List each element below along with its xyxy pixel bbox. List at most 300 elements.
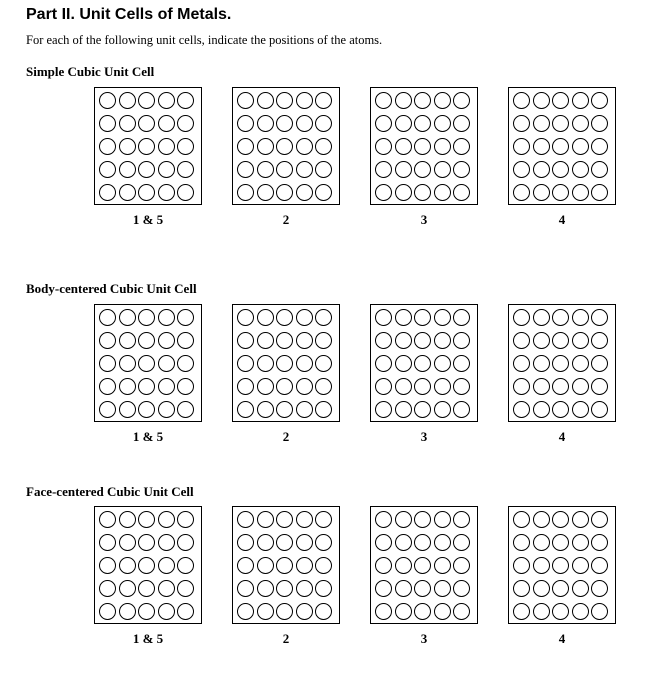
atom-position-circle [315, 309, 332, 326]
atom-position-circle [237, 138, 254, 155]
atom-position-circle [395, 378, 412, 395]
atom-position-circle [158, 184, 175, 201]
atom-grid [375, 511, 470, 620]
atom-position-circle [533, 603, 550, 620]
atom-position-circle [119, 161, 136, 178]
atom-position-circle [315, 378, 332, 395]
atom-position-circle [552, 92, 569, 109]
cell-label: 4 [558, 429, 566, 444]
atom-position-circle [138, 184, 155, 201]
atom-position-circle [591, 184, 608, 201]
atom-position-circle [513, 401, 530, 418]
atom-grid [99, 511, 194, 620]
atom-grid [237, 511, 332, 620]
atom-position-circle [237, 534, 254, 551]
atom-position-circle [572, 580, 589, 597]
atom-position-circle [257, 603, 274, 620]
atom-position-circle [513, 138, 530, 155]
cell-label: 1 & 5 [132, 631, 164, 646]
atom-position-circle [434, 161, 451, 178]
atom-position-circle [533, 332, 550, 349]
atom-position-circle [533, 378, 550, 395]
atom-position-circle [591, 355, 608, 372]
atom-position-circle [237, 378, 254, 395]
atom-position-circle [276, 332, 293, 349]
atom-position-circle [552, 534, 569, 551]
atom-position-circle [296, 115, 313, 132]
atom-grid [99, 92, 194, 201]
atom-position-circle [591, 378, 608, 395]
cell-label: 1 & 5 [132, 429, 164, 444]
atom-position-circle [513, 115, 530, 132]
atom-position-circle [158, 115, 175, 132]
atom-position-circle [237, 184, 254, 201]
atom-position-circle [99, 184, 116, 201]
atom-position-circle [414, 355, 431, 372]
atom-position-circle [257, 580, 274, 597]
atom-position-circle [237, 309, 254, 326]
atom-position-circle [453, 92, 470, 109]
atom-position-circle [414, 557, 431, 574]
atom-position-circle [237, 161, 254, 178]
atom-position-circle [257, 184, 274, 201]
unit-cell-box [94, 304, 202, 422]
atom-position-circle [453, 309, 470, 326]
atom-position-circle [177, 355, 194, 372]
atom-position-circle [572, 332, 589, 349]
atom-position-circle [552, 580, 569, 597]
atom-position-circle [257, 138, 274, 155]
atom-position-circle [296, 309, 313, 326]
atom-position-circle [296, 401, 313, 418]
atom-position-circle [434, 580, 451, 597]
atom-position-circle [395, 115, 412, 132]
atom-position-circle [414, 511, 431, 528]
atom-position-circle [395, 511, 412, 528]
atom-position-circle [414, 603, 431, 620]
atom-position-circle [158, 580, 175, 597]
atom-position-circle [237, 115, 254, 132]
atom-position-circle [375, 378, 392, 395]
atom-position-circle [552, 603, 569, 620]
atom-position-circle [395, 603, 412, 620]
atom-position-circle [315, 184, 332, 201]
atom-position-circle [138, 138, 155, 155]
atom-position-circle [315, 511, 332, 528]
atom-position-circle [257, 355, 274, 372]
atom-position-circle [158, 92, 175, 109]
atom-grid [375, 309, 470, 418]
atom-position-circle [158, 161, 175, 178]
atom-position-circle [276, 309, 293, 326]
atom-position-circle [99, 309, 116, 326]
atom-position-circle [533, 511, 550, 528]
atom-position-circle [533, 580, 550, 597]
atom-position-circle [177, 161, 194, 178]
atom-position-circle [513, 511, 530, 528]
atom-position-circle [434, 332, 451, 349]
atom-position-circle [158, 401, 175, 418]
atom-position-circle [434, 355, 451, 372]
atom-position-circle [533, 355, 550, 372]
atom-position-circle [434, 138, 451, 155]
atom-position-circle [434, 603, 451, 620]
cell-label: 4 [558, 212, 566, 227]
atom-position-circle [296, 534, 313, 551]
atom-position-circle [395, 161, 412, 178]
atom-position-circle [434, 401, 451, 418]
atom-position-circle [158, 603, 175, 620]
atom-position-circle [177, 534, 194, 551]
atom-position-circle [237, 332, 254, 349]
atom-position-circle [296, 161, 313, 178]
atom-position-circle [591, 557, 608, 574]
atom-position-circle [395, 401, 412, 418]
atom-grid [237, 92, 332, 201]
atom-position-circle [138, 378, 155, 395]
atom-position-circle [414, 378, 431, 395]
atom-position-circle [99, 511, 116, 528]
atom-position-circle [138, 603, 155, 620]
atom-position-circle [375, 332, 392, 349]
atom-position-circle [395, 332, 412, 349]
atom-position-circle [99, 115, 116, 132]
atom-position-circle [434, 184, 451, 201]
atom-position-circle [237, 603, 254, 620]
atom-position-circle [99, 355, 116, 372]
cell-label: 2 [282, 631, 290, 646]
atom-position-circle [257, 332, 274, 349]
atom-position-circle [572, 534, 589, 551]
atom-position-circle [138, 309, 155, 326]
atom-position-circle [414, 184, 431, 201]
atom-position-circle [276, 580, 293, 597]
atom-position-circle [453, 603, 470, 620]
atom-position-circle [119, 92, 136, 109]
atom-position-circle [552, 309, 569, 326]
atom-position-circle [138, 161, 155, 178]
unit-cell-box [232, 304, 340, 422]
atom-position-circle [375, 355, 392, 372]
atom-position-circle [158, 138, 175, 155]
atom-position-circle [138, 534, 155, 551]
cell-label: 4 [558, 631, 566, 646]
section-heading-body-centered-cubic: Body-centered Cubic Unit Cell [26, 281, 197, 296]
atom-position-circle [513, 378, 530, 395]
atom-position-circle [315, 92, 332, 109]
atom-position-circle [414, 161, 431, 178]
atom-position-circle [453, 355, 470, 372]
atom-position-circle [453, 378, 470, 395]
atom-position-circle [119, 401, 136, 418]
atom-position-circle [257, 92, 274, 109]
atom-position-circle [453, 184, 470, 201]
atom-position-circle [552, 184, 569, 201]
atom-position-circle [395, 309, 412, 326]
atom-grid [513, 511, 608, 620]
atom-position-circle [552, 511, 569, 528]
atom-position-circle [315, 355, 332, 372]
atom-position-circle [375, 92, 392, 109]
atom-position-circle [296, 332, 313, 349]
atom-position-circle [99, 378, 116, 395]
atom-position-circle [434, 309, 451, 326]
atom-position-circle [572, 161, 589, 178]
atom-position-circle [276, 557, 293, 574]
atom-position-circle [552, 161, 569, 178]
section-heading-face-centered-cubic: Face-centered Cubic Unit Cell [26, 484, 194, 499]
atom-position-circle [552, 332, 569, 349]
unit-cell-box [370, 506, 478, 624]
atom-position-circle [138, 511, 155, 528]
atom-position-circle [158, 534, 175, 551]
atom-position-circle [453, 557, 470, 574]
atom-position-circle [119, 355, 136, 372]
atom-position-circle [375, 603, 392, 620]
atom-position-circle [177, 557, 194, 574]
atom-position-circle [414, 309, 431, 326]
cell-label: 1 & 5 [132, 212, 164, 227]
atom-position-circle [591, 534, 608, 551]
atom-position-circle [414, 115, 431, 132]
atom-position-circle [177, 184, 194, 201]
atom-position-circle [375, 309, 392, 326]
atom-position-circle [177, 138, 194, 155]
atom-position-circle [296, 184, 313, 201]
unit-cell-box [508, 87, 616, 205]
atom-position-circle [99, 138, 116, 155]
atom-position-circle [315, 332, 332, 349]
atom-position-circle [533, 138, 550, 155]
atom-position-circle [513, 534, 530, 551]
atom-position-circle [138, 401, 155, 418]
atom-position-circle [453, 401, 470, 418]
atom-grid [237, 309, 332, 418]
atom-position-circle [572, 309, 589, 326]
atom-position-circle [257, 115, 274, 132]
atom-position-circle [315, 138, 332, 155]
atom-position-circle [276, 378, 293, 395]
atom-position-circle [513, 355, 530, 372]
atom-position-circle [375, 115, 392, 132]
atom-position-circle [395, 355, 412, 372]
atom-position-circle [591, 92, 608, 109]
cell-label: 3 [420, 429, 428, 444]
atom-position-circle [533, 309, 550, 326]
atom-position-circle [375, 138, 392, 155]
atom-position-circle [276, 534, 293, 551]
atom-position-circle [375, 511, 392, 528]
atom-position-circle [177, 309, 194, 326]
atom-position-circle [533, 534, 550, 551]
atom-position-circle [552, 115, 569, 132]
atom-position-circle [395, 557, 412, 574]
atom-position-circle [395, 580, 412, 597]
atom-position-circle [158, 511, 175, 528]
atom-position-circle [257, 309, 274, 326]
atom-position-circle [119, 511, 136, 528]
atom-position-circle [591, 332, 608, 349]
atom-position-circle [119, 115, 136, 132]
atom-position-circle [296, 355, 313, 372]
unit-cell-box [370, 87, 478, 205]
atom-position-circle [99, 580, 116, 597]
atom-position-circle [533, 115, 550, 132]
atom-position-circle [375, 534, 392, 551]
atom-position-circle [119, 138, 136, 155]
atom-position-circle [453, 511, 470, 528]
atom-position-circle [177, 511, 194, 528]
atom-position-circle [296, 138, 313, 155]
atom-position-circle [257, 511, 274, 528]
atom-position-circle [158, 378, 175, 395]
atom-position-circle [99, 603, 116, 620]
atom-position-circle [434, 534, 451, 551]
atom-position-circle [99, 92, 116, 109]
atom-position-circle [296, 511, 313, 528]
unit-cell-box [508, 304, 616, 422]
atom-position-circle [552, 138, 569, 155]
atom-position-circle [414, 138, 431, 155]
atom-position-circle [315, 557, 332, 574]
atom-position-circle [119, 580, 136, 597]
atom-grid [99, 309, 194, 418]
atom-position-circle [533, 184, 550, 201]
atom-position-circle [572, 92, 589, 109]
atom-position-circle [138, 332, 155, 349]
atom-position-circle [276, 115, 293, 132]
cell-label: 2 [282, 212, 290, 227]
atom-position-circle [119, 603, 136, 620]
atom-position-circle [315, 580, 332, 597]
atom-position-circle [434, 115, 451, 132]
atom-position-circle [99, 534, 116, 551]
atom-position-circle [395, 92, 412, 109]
atom-position-circle [177, 603, 194, 620]
atom-position-circle [276, 138, 293, 155]
unit-cell-box [94, 506, 202, 624]
cell-label: 3 [420, 212, 428, 227]
atom-position-circle [99, 332, 116, 349]
atom-position-circle [414, 332, 431, 349]
atom-position-circle [513, 580, 530, 597]
atom-position-circle [138, 92, 155, 109]
atom-position-circle [138, 557, 155, 574]
atom-position-circle [296, 92, 313, 109]
atom-position-circle [513, 184, 530, 201]
atom-position-circle [315, 534, 332, 551]
atom-position-circle [375, 580, 392, 597]
atom-position-circle [158, 332, 175, 349]
atom-position-circle [453, 332, 470, 349]
atom-position-circle [434, 378, 451, 395]
atom-position-circle [257, 378, 274, 395]
atom-position-circle [513, 161, 530, 178]
unit-cell-box [370, 304, 478, 422]
atom-position-circle [138, 580, 155, 597]
atom-position-circle [276, 401, 293, 418]
atom-position-circle [177, 92, 194, 109]
atom-position-circle [119, 534, 136, 551]
atom-position-circle [276, 355, 293, 372]
atom-position-circle [533, 161, 550, 178]
instructions-text: For each of the following unit cells, indicate the positions of the atoms. [26, 33, 383, 47]
atom-position-circle [158, 309, 175, 326]
atom-position-circle [177, 115, 194, 132]
atom-position-circle [177, 378, 194, 395]
atom-position-circle [572, 378, 589, 395]
atom-position-circle [237, 580, 254, 597]
atom-position-circle [315, 401, 332, 418]
atom-position-circle [591, 603, 608, 620]
atom-position-circle [572, 511, 589, 528]
atom-position-circle [177, 580, 194, 597]
atom-position-circle [296, 580, 313, 597]
atom-position-circle [591, 115, 608, 132]
atom-position-circle [414, 401, 431, 418]
atom-grid [513, 92, 608, 201]
section-heading-simple-cubic: Simple Cubic Unit Cell [26, 64, 155, 79]
unit-cell-box [232, 506, 340, 624]
atom-position-circle [513, 557, 530, 574]
atom-position-circle [257, 534, 274, 551]
atom-position-circle [158, 557, 175, 574]
atom-position-circle [138, 115, 155, 132]
atom-position-circle [591, 309, 608, 326]
atom-position-circle [591, 161, 608, 178]
atom-grid [513, 309, 608, 418]
atom-position-circle [99, 557, 116, 574]
atom-position-circle [276, 92, 293, 109]
atom-position-circle [395, 534, 412, 551]
atom-position-circle [572, 401, 589, 418]
atom-position-circle [434, 92, 451, 109]
atom-position-circle [315, 603, 332, 620]
atom-position-circle [119, 378, 136, 395]
atom-position-circle [177, 332, 194, 349]
atom-position-circle [591, 511, 608, 528]
unit-cell-box [94, 87, 202, 205]
atom-position-circle [276, 161, 293, 178]
atom-position-circle [552, 355, 569, 372]
atom-position-circle [296, 378, 313, 395]
atom-position-circle [257, 557, 274, 574]
atom-position-circle [395, 138, 412, 155]
atom-position-circle [453, 161, 470, 178]
atom-position-circle [552, 401, 569, 418]
atom-position-circle [119, 332, 136, 349]
atom-position-circle [138, 355, 155, 372]
atom-position-circle [591, 580, 608, 597]
atom-position-circle [453, 534, 470, 551]
atom-position-circle [533, 401, 550, 418]
atom-position-circle [119, 184, 136, 201]
atom-position-circle [513, 332, 530, 349]
atom-position-circle [375, 161, 392, 178]
cell-label: 2 [282, 429, 290, 444]
atom-position-circle [237, 92, 254, 109]
unit-cell-box [232, 87, 340, 205]
atom-position-circle [414, 534, 431, 551]
atom-position-circle [572, 184, 589, 201]
atom-position-circle [375, 557, 392, 574]
atom-position-circle [257, 161, 274, 178]
atom-position-circle [99, 161, 116, 178]
atom-position-circle [119, 557, 136, 574]
atom-position-circle [296, 603, 313, 620]
atom-position-circle [395, 184, 412, 201]
atom-position-circle [276, 603, 293, 620]
